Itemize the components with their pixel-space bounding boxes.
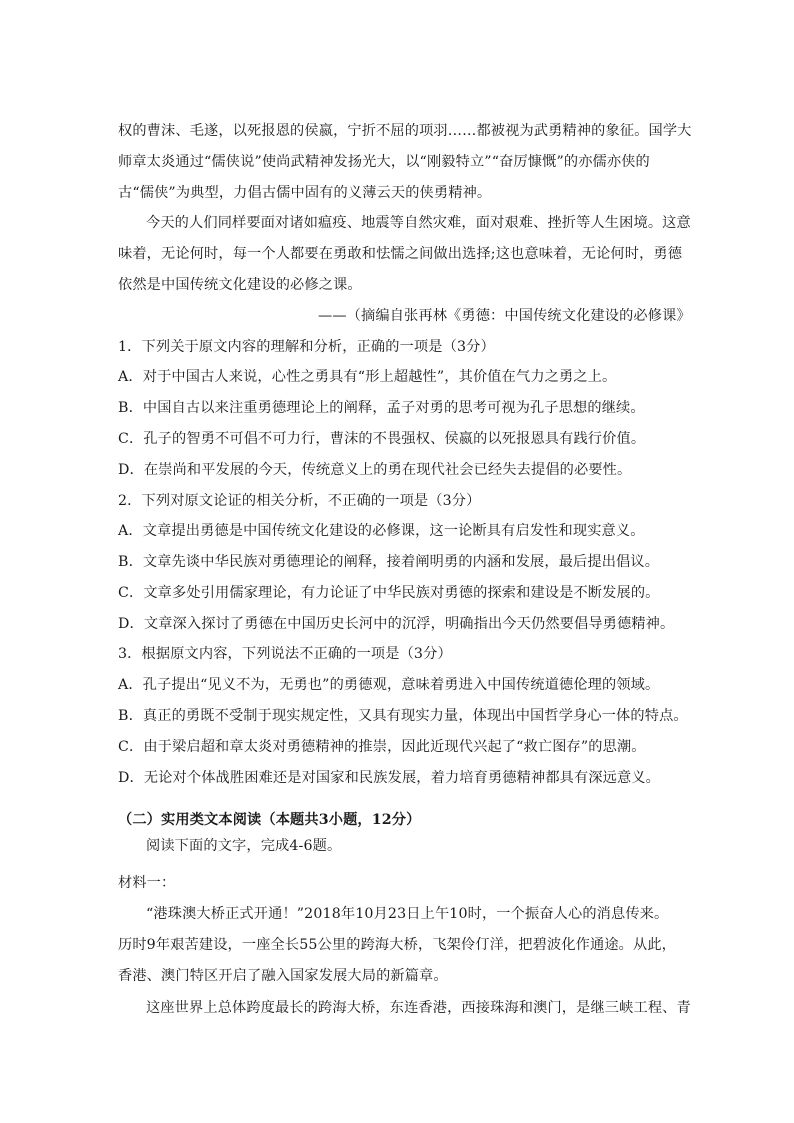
question-option: D．无论对个体战胜困难还是对国家和民族发展，着力培育勇德精神都具有深远意义。: [118, 770, 661, 786]
question-option: C．文章多处引用儒家理论，有力论证了中华民族对勇德的探索和建设是不断发展的。: [118, 585, 660, 601]
material-label: 材料一：: [118, 875, 176, 891]
source-citation: ——（摘编自张再林《勇德：中国传统文化建设的必修课》: [318, 308, 691, 324]
question-option: C．由于梁启超和章太炎对勇德精神的推崇，因此近现代兴起了“救亡图存”的思潮。: [118, 739, 646, 755]
text-line: 依然是中国传统文化建设的必修之课。: [118, 277, 362, 293]
question-stem: 1．下列关于原文内容的理解和分析，正确的一项是（3分）: [118, 339, 495, 355]
section-heading: （二）实用类文本阅读（本题共3小题，12分）: [118, 812, 421, 828]
question-option: D．文章深入探讨了勇德在中国历史长河中的沉浮，明确指出今天仍然要倡导勇德精神。: [118, 616, 675, 632]
text-line: 味着，无论何时，每一个人都要在勇敢和怯懦之间做出选择;这也意味着，无论何时，勇德: [118, 246, 683, 262]
text-line: 历时9年艰苦建设，一座全长55公里的跨海大桥，飞架伶仃洋，把碧波化作通途。从此，: [118, 937, 677, 953]
question-option: A．对于中国古人来说，心性之勇具有“形上超越性”，其价值在气力之勇之上。: [118, 369, 617, 385]
question-option: C．孔子的智勇不可倡不可力行，曹沫的不畏强权、侯嬴的以死报恩具有践行价值。: [118, 431, 646, 447]
text-line: 今天的人们同样要面对诸如瘟疫、地震等自然灾难，面对艰难、挫折等人生困境。这意: [146, 215, 691, 231]
instruction-text: 阅读下面的文字，完成4-6题。: [146, 838, 342, 854]
text-line: 古“儒侠”为典型，力倡古儒中固有的义薄云天的侠勇精神。: [118, 185, 492, 201]
question-option: D．在崇尚和平发展的今天，传统意义上的勇在现代社会已经失去提倡的必要性。: [118, 462, 632, 478]
question-option: B．真正的勇既不受制于现实规定性，又具有现实力量，体现出中国哲学身心一体的特点。: [118, 708, 688, 724]
question-option: B．文章先谈中华民族对勇德理论的阐释，接着阐明勇的内涵和发展，最后提出倡议。: [118, 554, 660, 570]
question-stem: 3．根据原文内容，下列说法不正确的一项是（3分）: [118, 646, 452, 662]
text-line: 师章太炎通过“儒侠说”使尚武精神发扬光大，以“刚毅特立”“奋厉慷慨”的亦儒亦侠的: [118, 154, 650, 170]
question-option: B．中国自古以来注重勇德理论上的阐释，孟子对勇的思考可视为孔子思想的继续。: [118, 400, 645, 416]
question-option: A．文章提出勇德是中国传统文化建设的必修课，这一论断具有启发性和现实意义。: [118, 523, 645, 539]
text-line: 这座世界上总体跨度最长的跨海大桥，东连香港，西接珠海和澳门，是继三峡工程、青: [146, 1000, 691, 1016]
text-line: “港珠澳大桥正式开通！”2018年10月23日上午10时，一个振奋人心的消息传来。: [146, 906, 669, 922]
question-option: A．孔子提出“见义不为，无勇也”的勇德观，意味着勇进入中国传统道德伦理的领域。: [118, 677, 660, 693]
text-line: 香港、澳门特区开启了融入国家发展大局的新篇章。: [118, 968, 448, 984]
text-line: 权的曹沫、毛遂，以死报恩的侯嬴，宁折不屈的项羽……都被视为武勇精神的象征。国学大: [118, 123, 692, 139]
question-stem: 2．下列对原文论证的相关分析，不正确的一项是（3分）: [118, 493, 481, 509]
